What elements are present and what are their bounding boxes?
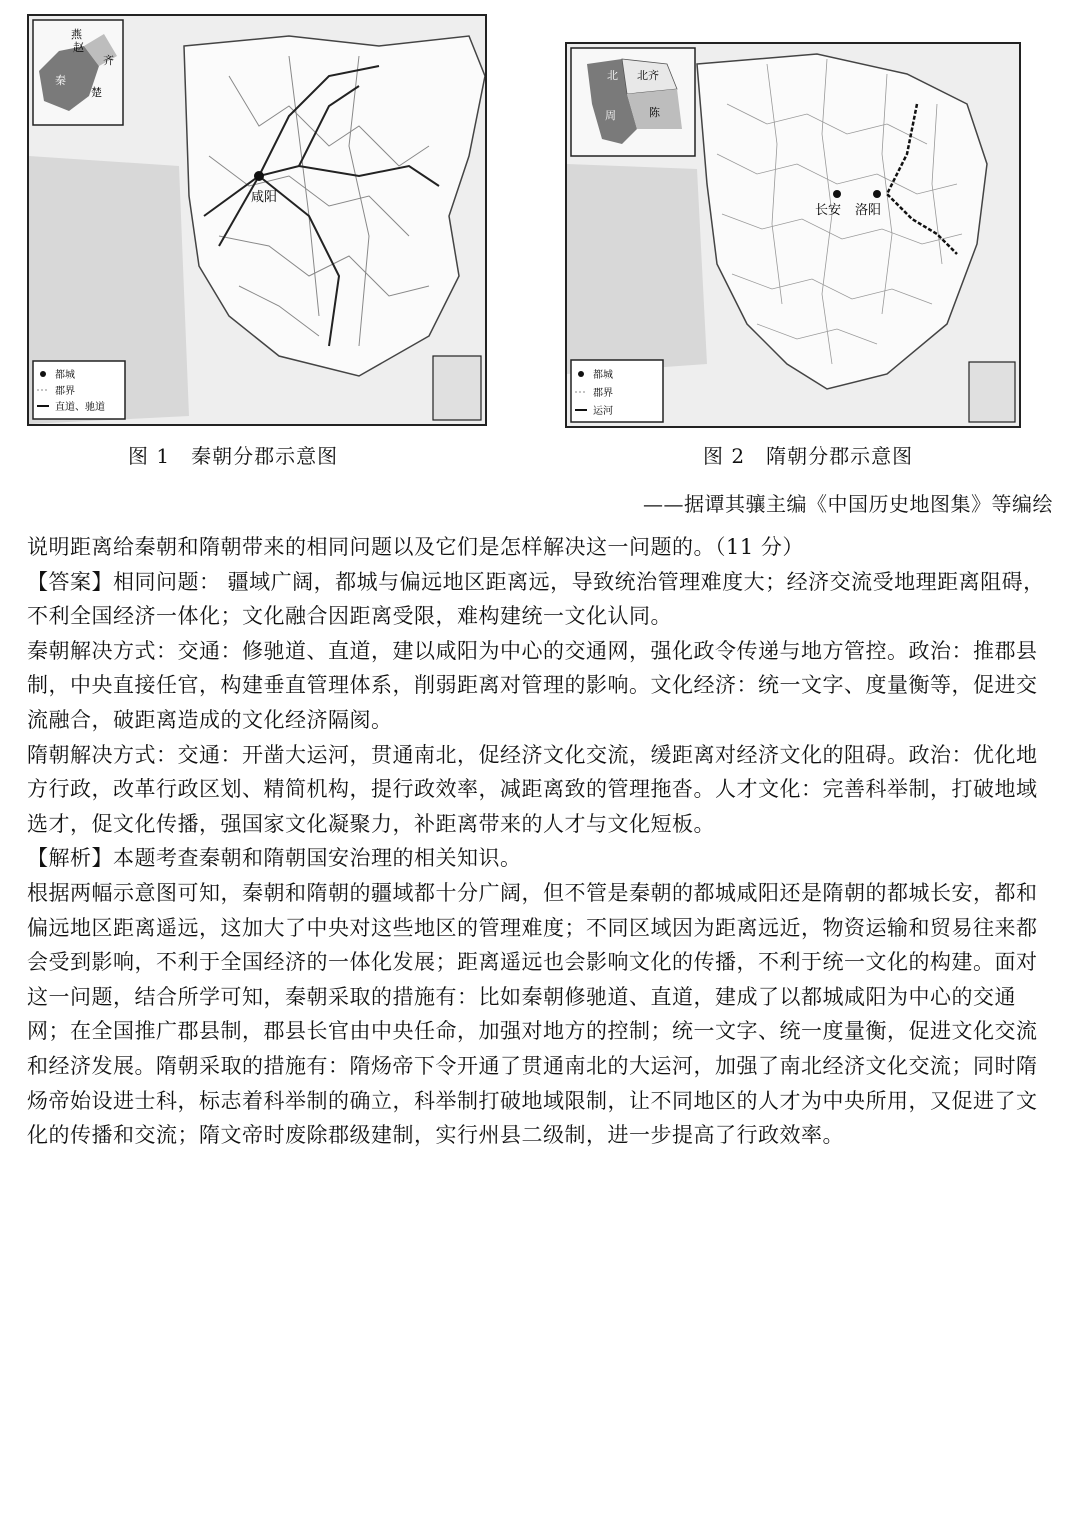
analysis-label: 【解析】 [27,846,113,871]
sui-map [565,42,1021,428]
legend-capital-2: 都城 [593,370,613,381]
inset-label-zhou: 周 [605,109,616,122]
answer-qin: 秦朝解决方式：交通：修驰道、直道，建以咸阳为中心的交通网，强化政令传递与地方管控。政治：推郡县制，中央直接任官，构建垂直管理体系，削弱距离对管理的影响。文化经济：统一文字、度量衡等，促进交流融合，破距离造成的文化经济隔阂。 [27,638,1038,732]
inset-label-qin: 秦 [55,74,66,87]
analysis-paragraph [27,841,1055,876]
inset-label-chu: 楚 [91,86,102,99]
maps-area [27,14,1057,434]
sui-map-svg [567,44,1019,426]
legend-capital: 都城 [55,370,75,381]
legend-boundary: 郡界 [55,386,75,397]
question-answer-body [27,530,1055,1153]
figure2-caption: 图 2 隋朝分郡示意图 [703,444,914,468]
analysis-intro: 本题考查秦朝和隋朝国安治理的相关知识。 [113,846,522,871]
inset-label-beiqi: 北齐 [637,69,659,82]
inset-label-zhao: 赵 [73,41,84,54]
answer-paragraph [27,565,1055,634]
legend-roads: 直道、驰道 [55,402,105,413]
answer-sui: 隋朝解决方式：交通：开凿大运河，贯通南北，促经济文化交流，缓距离对经济文化的阻碍。政治：优化地方行政，改革行政区划、精简机构，提行政效率，减距离致的管理拖沓。人才文化：完善科举制，打破地域选才，促文化传播，强国家文化凝聚力，补距离带来的人才与文化短板。 [27,742,1038,836]
inset-label-qi: 齐 [103,54,114,67]
qin-capital-label: 咸阳 [251,190,278,205]
question-text: 说明距离给秦朝和隋朝带来的相同问题以及它们是怎样解决这一问题的。（11 分） [27,535,804,559]
inset-label-bei: 北 [607,69,618,82]
inset-label-yan: 燕 [71,28,82,41]
qin-map [27,14,487,426]
answer-label: 【答案】 [27,569,113,594]
figure1-caption: 图 1 秦朝分郡示意图 [128,444,339,468]
analysis-body: 根据两幅示意图可知，秦朝和隋朝的疆域都十分广阔，但不管是秦朝的都城咸阳还是隋朝的都城长安，都和偏远地区距离遥远，这加大了中央对这些地区的管理难度；不同区域因为距离远近，物资运输和贸易往来都会受到影响，不利于全国经济的一体化发展；距离遥远也会影响文化的传播，不利于统一文化的构建。面对这一问题，结合所学可知，秦朝采取的措施有：比如秦朝修驰道、直道，建成了以都城咸阳为中心的交通网；在全国推广郡县制，郡县长官由中央任命，加强对地方的控制；统一文字、统一度量衡，促进文化交流和经济发展。隋朝采取的措施有：隋炀帝下令开通了贯通南北的大运河，加强了南北经济文化交流；同时隋炀帝始设进士科，标志着科举制的确立，科举制打破地域限制，让不同地区的人才为中央所用，又促进了文化的传播和交流；隋文帝时废除郡级建制，实行州县二级制，进一步提高了行政效率。 [27,880,1038,1148]
map-source: ——据谭其骧主编《中国历史地图集》等编绘 [643,492,1053,516]
sui-capital-label-changan: 长安 [815,203,842,218]
legend-boundary-2: 郡界 [593,388,613,399]
answer-text: 相同问题： 疆域广阔，都城与偏远地区距离远，导致统治管理难度大；经济交流受地理距离阻碍，不利全国经济一体化；文化融合因距离受限，难构建统一文化认同。 [27,569,1045,629]
legend-canal: 运河 [593,406,613,417]
qin-map-svg [29,16,485,424]
sui-capital-label-luoyang: 洛阳 [855,203,882,218]
inset-label-chen: 陈 [649,106,660,119]
